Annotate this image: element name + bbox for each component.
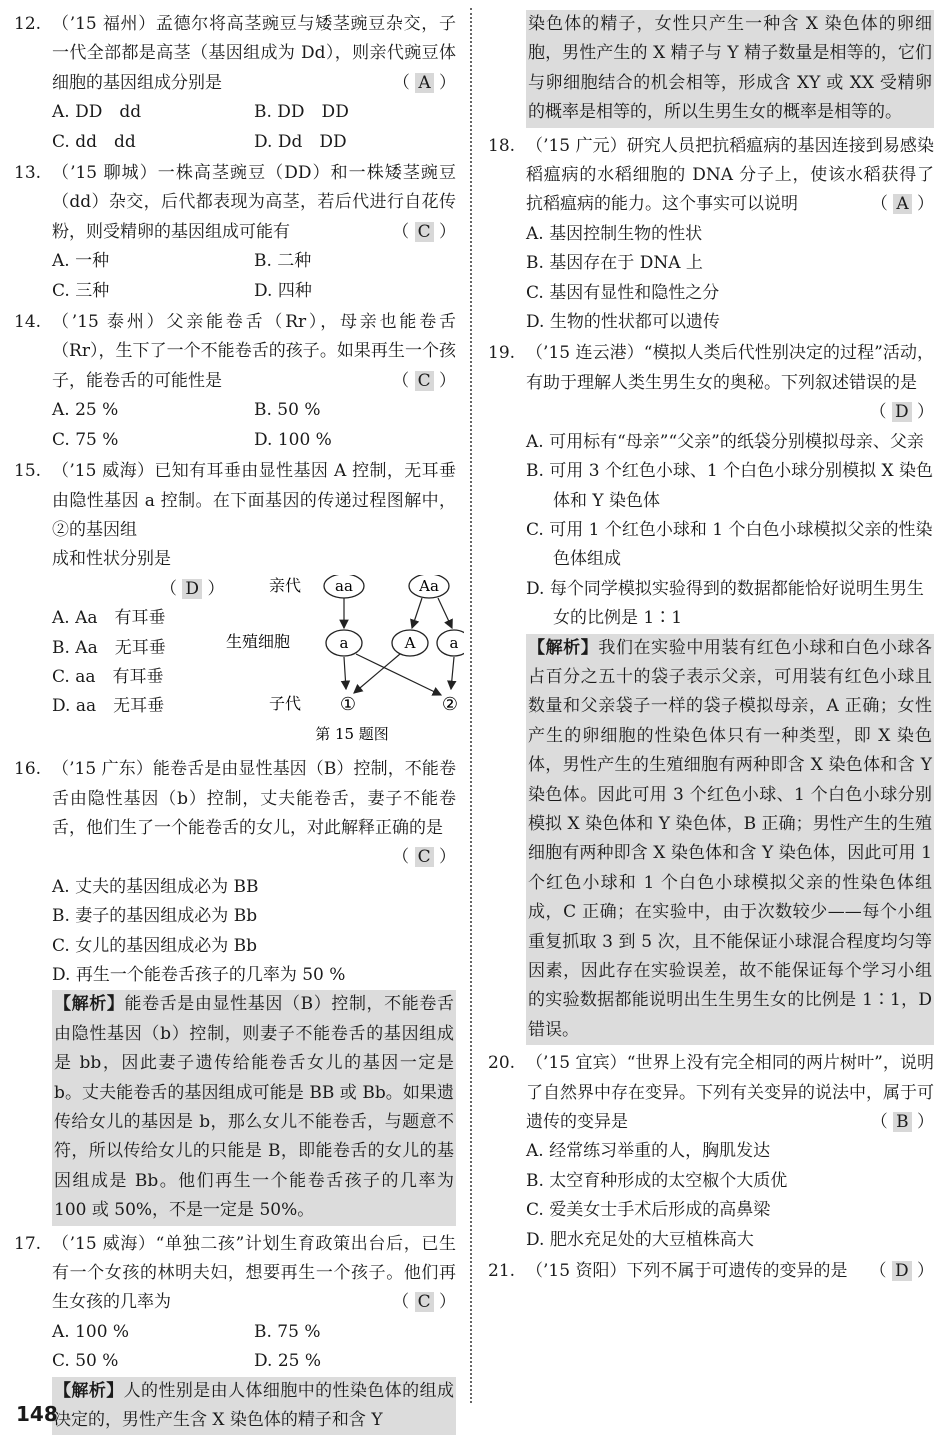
question-number: 21. — [488, 1261, 516, 1282]
arrow — [344, 657, 346, 689]
option-c: C. 基因有显性和隐性之分 — [526, 282, 720, 303]
genetics-diagram — [224, 575, 464, 753]
option-c: C. 三种 — [52, 280, 110, 301]
question-15 — [14, 457, 459, 753]
option-a: A. 丈夫的基因组成必为 BB — [52, 876, 259, 897]
question-17 — [14, 1230, 456, 1436]
question-number: 18. — [488, 135, 516, 156]
answer-letter: A — [893, 194, 911, 214]
answer-letter: B — [893, 1112, 912, 1132]
question-text: （’15 广元）研究人员把抗稻瘟病的基因连接到易感染稻瘟病的水稻细胞的 DNA 分子上，使该水稻获得了抗稻瘟病的能力。这个事实可以说明 — [526, 135, 934, 215]
question-text: （’15 连云港）“模拟人类后代性别决定的过程”活动，有助于理解人类生男生女的奥秘。下列叙述错误的是 — [526, 343, 934, 393]
option-a: A. 100 % — [52, 1321, 130, 1342]
page-number: 148 — [16, 1402, 58, 1426]
analysis-block — [526, 634, 934, 1046]
arrow — [356, 654, 441, 695]
option-d: D. 再生一个能卷舌孩子的几率为 50 % — [52, 964, 346, 985]
question-text: （’15 威海）已知有耳垂由显性基因 A 控制，无耳垂由隐性基因 a 控制。在下面基因的传递过程图解中，②的基因组 — [52, 461, 456, 540]
option-c: C. aa 有耳垂 — [52, 666, 164, 687]
gamete-label-2: A — [404, 634, 416, 653]
child-label-2: ② — [441, 694, 459, 716]
answer-letter: D — [182, 579, 202, 599]
question-number: 17. — [14, 1233, 42, 1254]
answer-marker: （ D ） — [869, 1261, 934, 1282]
answer-marker: （ A ） — [870, 194, 934, 215]
question-text: （’15 聊城）一株高茎豌豆（DD）和一株矮茎豌豆（dd）杂交，后代都表现为高茎，若后代进行自花传粉，则受精卵的基因组成可能有 — [52, 163, 456, 242]
option-b: B. 妻子的基因组成必为 Bb — [52, 906, 258, 927]
gamete-label-3: a — [449, 634, 459, 653]
option-a: A. 25 % — [52, 400, 119, 421]
answer-letter: D — [892, 402, 912, 422]
option-b: B. 二种 — [254, 251, 312, 272]
answer-letter: D — [892, 1261, 912, 1281]
question-text-cont: 成和性状分别是 — [52, 549, 171, 570]
analysis-label: 【解析】 — [54, 1380, 124, 1401]
option-b: B. 太空育种形成的太空椒个大质优 — [526, 1170, 788, 1191]
answer-marker: （ D ） — [869, 402, 934, 423]
question-16 — [14, 755, 456, 1226]
answer-marker: （ C ） — [392, 370, 456, 391]
question-text: （’15 资阳）下列不属于可遗传的变异的是 — [526, 1261, 848, 1282]
arrow — [438, 598, 452, 628]
answer-marker: （ C ） — [392, 221, 456, 242]
answer-letter: C — [415, 847, 434, 867]
question-number: 20. — [488, 1053, 516, 1074]
question-number: 19. — [488, 343, 516, 364]
answer-marker: （ C ） — [392, 847, 456, 868]
question-21 — [488, 1257, 934, 1286]
option-b: B. Aa 无耳垂 — [52, 637, 166, 658]
analysis-continuation: 染色体的精子，女性只产生一种含 X 染色体的卵细胞，男性产生的 X 精子与 Y 精子数量是相等的，它们与卵细胞结合的机会相等，形成含 XY 或 XX 受精卵的概率是相等的，所以生男生女的概率是相等的。 — [526, 10, 934, 128]
child-label-1: ① — [339, 694, 357, 716]
arrow — [451, 657, 454, 689]
option-c: C. 75 % — [52, 429, 119, 450]
question-number: 15. — [14, 461, 42, 482]
option-b: B. DD DD — [254, 102, 349, 123]
option-a: A. Aa 有耳垂 — [52, 608, 166, 629]
question-19 — [488, 339, 934, 1045]
question-text: （’15 福州）孟德尔将高茎豌豆与矮茎豌豆杂交，子一代全部都是高茎（基因组成为 Dd），则亲代豌豆体细胞的基因组成分别是 — [52, 14, 456, 93]
answer-marker: （ A ） — [392, 72, 456, 93]
analysis-block — [52, 990, 456, 1225]
option-d: D. aa 无耳垂 — [52, 696, 165, 717]
answer-letter: C — [415, 222, 434, 242]
option-d: D. 100 % — [254, 429, 332, 450]
question-number: 12. — [14, 14, 42, 34]
row-label-parent: 亲代 — [269, 576, 302, 596]
question-text: （’15 广东）能卷舌是由显性基因（B）控制，不能卷舌由隐性基因（b）控制，丈夫能卷舌，妻子不能卷舌，他们生了一个能卷舌的女儿，对此解释正确的是 — [52, 759, 456, 838]
analysis-label: 【解析】 — [528, 637, 599, 658]
option-b: B. 75 % — [254, 1321, 321, 1342]
analysis-block — [52, 1377, 456, 1436]
option-b: B. 可用 3 个红色小球、1 个白色小球分别模拟 X 染色体和 Y 染色体 — [526, 461, 934, 511]
question-18 — [488, 132, 934, 338]
answer-marker: （ B ） — [870, 1112, 934, 1133]
option-a: A. 基因控制生物的性状 — [526, 223, 703, 244]
parent-label-1: aa — [335, 577, 353, 596]
question-13 — [14, 159, 456, 306]
option-b: B. 基因存在于 DNA 上 — [526, 253, 703, 274]
option-a: A. 可用标有“母亲”“父亲”的纸袋分别模拟母亲、父亲 — [526, 431, 924, 452]
answer-letter: A — [415, 73, 433, 93]
question-20 — [488, 1049, 934, 1255]
answer-letter: C — [415, 1292, 434, 1312]
answer-letter: C — [415, 371, 434, 391]
column-divider — [470, 8, 472, 1403]
analysis-text: 我们在实验中用装有红色小球和白色小球各占百分之五十的袋子表示父亲，可用装有红色小球且数量和父亲袋子一样的袋子模拟母亲，A 正确；女性产生的卵细胞的性染色体只有一种类型，即 X 染色体，男性产生的生殖细胞有两种即含 X 染色体和含 Y 染色体。因此可用 3 个红色小球、1 个白色小球分别模拟 X 染色体和 Y 染色体，B 正确；男性产生的生殖细胞有两种即含 X 染色体和含 Y 染色体，因此可用 1 个红色小球和 1 个白色小球模拟父亲的性染色体组成，C 正确；在实验中，由于次数较少——每个小组重复抓取 3 到 5 次，且不能保证小球混合程度均匀等因素，因此存在实验误差，故不能保证每个学习小组的实验数据都能说明出生生男生女的比例是 1∶1，D 错误。 — [528, 637, 933, 1040]
option-c: C. 50 % — [52, 1351, 119, 1372]
analysis-text: 能卷舌是由显性基因（B）控制，不能卷舌由隐性基因（b）控制，则妻子不能卷舌的基因组成是 bb，因此妻子遗传给能卷舌女儿的基因一定是 b。丈夫能卷舌的基因组成可能是 BB 或 Bb。如果遗传给女儿的基因是 b，那么女儿不能卷舌，与题意不符，所以传给女儿的只能是 B，即能卷舌的女儿的基因组成是 Bb。他们再生一个能卷舌孩子的几率为 100 或 50%，不是一定是 50%。 — [54, 994, 455, 1221]
arrow — [354, 654, 400, 693]
option-c: C. 女儿的基因组成必为 Bb — [52, 935, 257, 956]
question-text: （’15 泰州）父亲能卷舌（Rr），母亲也能卷舌（Rr），生下了一个不能卷舌的孩子。如果再生一个孩子，能卷舌的可能性是 — [52, 312, 456, 391]
question-12 — [14, 10, 456, 157]
question-text: （’15 宜宾）“世界上没有完全相同的两片树叶”，说明了自然界中存在变异。下列有关变异的说法中，属于可遗传的变异是 — [526, 1053, 934, 1133]
option-c: C. 爱美女士手术后形成的高鼻梁 — [526, 1200, 771, 1221]
analysis-text: 人的性别是由人体细胞中的性染色体的组成决定的，男性产生含 X 染色体的精子和含 Y — [54, 1380, 455, 1431]
option-a: A. DD dd — [52, 102, 142, 123]
question-number: 13. — [14, 163, 42, 184]
option-a: A. 经常练习举重的人，胸肌发达 — [526, 1141, 771, 1162]
figure-caption: 第 15 题图 — [315, 725, 389, 744]
question-number: 14. — [14, 312, 42, 333]
analysis-label: 【解析】 — [54, 994, 125, 1015]
row-label-child: 子代 — [269, 694, 302, 714]
option-a: A. 一种 — [52, 251, 110, 272]
option-c: C. 可用 1 个红色小球和 1 个白色小球模拟父亲的性染色体组成 — [526, 519, 933, 570]
gamete-label-1: a — [339, 634, 349, 653]
row-label-gamete: 生殖细胞 — [226, 632, 291, 652]
option-d: D. 25 % — [254, 1351, 322, 1372]
option-d: D. Dd DD — [254, 131, 347, 152]
option-d: D. 四种 — [254, 280, 312, 301]
question-text: （’15 威海）“单独二孩”计划生育政策出台后，已生有一个女孩的林明夫妇，想要再生一个孩子。他们再生女孩的几率为 — [52, 1233, 456, 1313]
question-14 — [14, 308, 456, 455]
option-d: D. 生物的性状都可以遗传 — [526, 312, 720, 333]
left-column — [14, 10, 459, 1437]
option-d: D. 肥水充足处的大豆植株高大 — [526, 1229, 754, 1250]
answer-marker: （ C ） — [392, 1292, 456, 1313]
option-b: B. 50 % — [254, 400, 321, 421]
arrow — [412, 598, 422, 628]
parent-label-2: Aa — [419, 577, 439, 596]
question-number: 16. — [14, 759, 42, 780]
right-column — [488, 10, 934, 1288]
option-c: C. dd dd — [52, 131, 136, 152]
answer-marker: （ D ） — [160, 578, 225, 599]
option-d: D. 每个同学模拟实验得到的数据都能恰好说明生男生女的比例是 1∶1 — [526, 578, 924, 629]
